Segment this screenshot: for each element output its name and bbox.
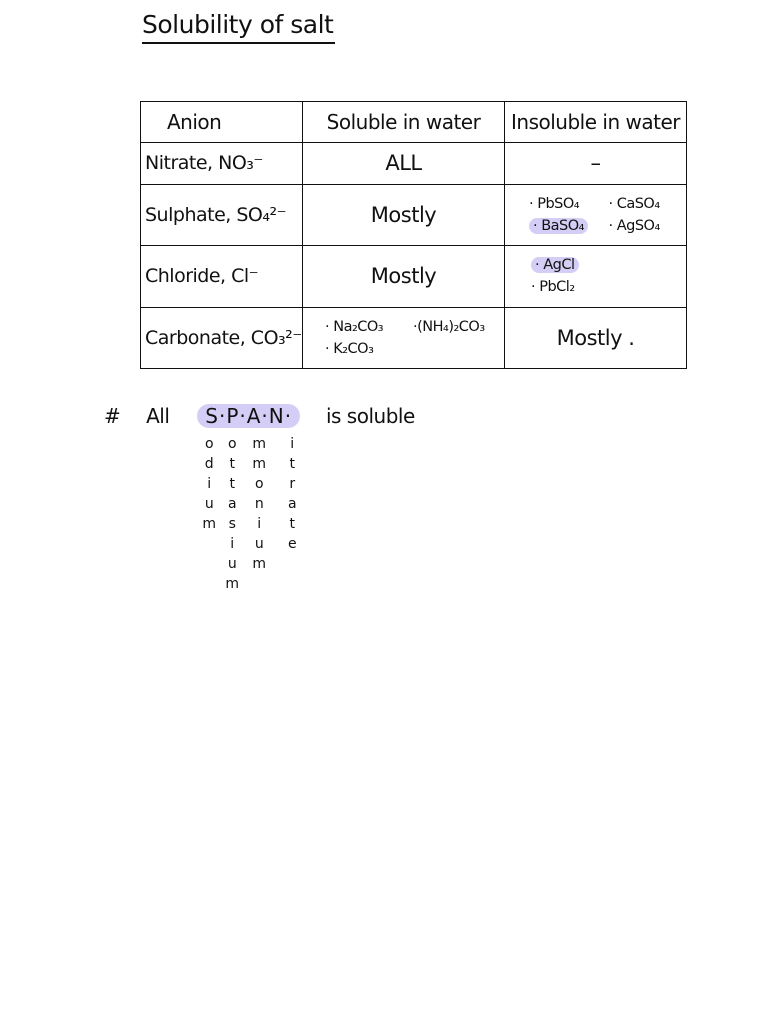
anion-cell: Chloride, Cl⁻ xyxy=(141,246,303,307)
acrostic-letter: t xyxy=(289,516,295,532)
soluble-cell xyxy=(303,307,505,369)
acrostic-letter: o xyxy=(227,436,237,452)
acrostic-letter: t xyxy=(229,456,235,472)
anion-cell: Nitrate, NO₃⁻ xyxy=(141,143,303,184)
insoluble-item: · PbCl₂ xyxy=(531,279,575,296)
acrostic-ammonium xyxy=(252,434,266,574)
note-suffix: is soluble xyxy=(325,403,415,428)
insoluble-cell: – xyxy=(505,143,687,184)
insoluble-cell xyxy=(505,184,687,245)
page-title: Solubility of salt xyxy=(142,8,335,44)
highlighted-insoluble-item: · AgCl xyxy=(531,257,579,273)
acrostic-letter: m xyxy=(252,556,266,572)
soluble-item: · Na₂CO₃ xyxy=(325,318,384,335)
insoluble-item: · CaSO₄ xyxy=(608,195,660,212)
acrostic-letter: m xyxy=(252,436,266,452)
note-mark: # xyxy=(104,403,121,428)
acrostic-letter: m xyxy=(202,516,216,532)
table-row-carbonate xyxy=(141,307,687,369)
acrostic-letter: i xyxy=(290,436,294,452)
acrostic-potassium xyxy=(225,434,239,594)
soluble-cell: Mostly xyxy=(303,184,505,245)
acrostic-letter: e xyxy=(287,536,297,552)
solubility-table xyxy=(140,101,687,369)
acrostic-sodium xyxy=(202,434,216,534)
acrostic-letter: m xyxy=(252,456,266,472)
acrostic-letter: t xyxy=(289,456,295,472)
span-note xyxy=(104,402,415,428)
table-row-nitrate xyxy=(141,143,687,184)
acrostic-letter: a xyxy=(287,496,297,512)
acrostic-letter: u xyxy=(204,496,214,512)
header-anion: Anion xyxy=(141,102,303,143)
note-prefix: All xyxy=(146,403,170,428)
span-acronym: S·P·A·N· xyxy=(197,404,300,428)
acrostic-letter: o xyxy=(204,436,214,452)
anion-cell: Sulphate, SO₄²⁻ xyxy=(141,184,303,245)
acrostic-letter: i xyxy=(230,536,234,552)
acrostic-letter: i xyxy=(257,516,261,532)
header-insoluble: Insoluble in water xyxy=(505,102,687,143)
acrostic-letter: r xyxy=(289,476,295,492)
acrostic-letter: a xyxy=(227,496,237,512)
acrostic-letter: n xyxy=(254,496,264,512)
acrostic-letter: s xyxy=(228,516,236,532)
table-row-sulphate xyxy=(141,184,687,245)
insoluble-cell: Mostly . xyxy=(505,307,687,369)
header-soluble: Soluble in water xyxy=(303,102,505,143)
table-row-chloride xyxy=(141,246,687,307)
acrostic-letter: u xyxy=(254,536,264,552)
soluble-cell: Mostly xyxy=(303,246,505,307)
acrostic-letter: u xyxy=(227,556,237,572)
insoluble-cell xyxy=(505,246,687,307)
soluble-cell: ALL xyxy=(303,143,505,184)
acrostic-letter: m xyxy=(225,576,239,592)
acrostic-letter: o xyxy=(254,476,264,492)
anion-cell: Carbonate, CO₃²⁻ xyxy=(141,307,303,369)
insoluble-item: · AgSO₄ xyxy=(608,217,660,234)
highlighted-insoluble-item: · BaSO₄ xyxy=(529,218,588,234)
table-header-row xyxy=(141,102,687,143)
acrostic-letter: d xyxy=(204,456,214,472)
soluble-item: ·(NH₄)₂CO₃ xyxy=(413,318,485,335)
acrostic-letter: i xyxy=(207,476,211,492)
acrostic-letter: t xyxy=(229,476,235,492)
soluble-item: · K₂CO₃ xyxy=(325,340,374,357)
acrostic-nitrate xyxy=(285,434,299,554)
insoluble-item: · PbSO₄ xyxy=(529,195,580,212)
